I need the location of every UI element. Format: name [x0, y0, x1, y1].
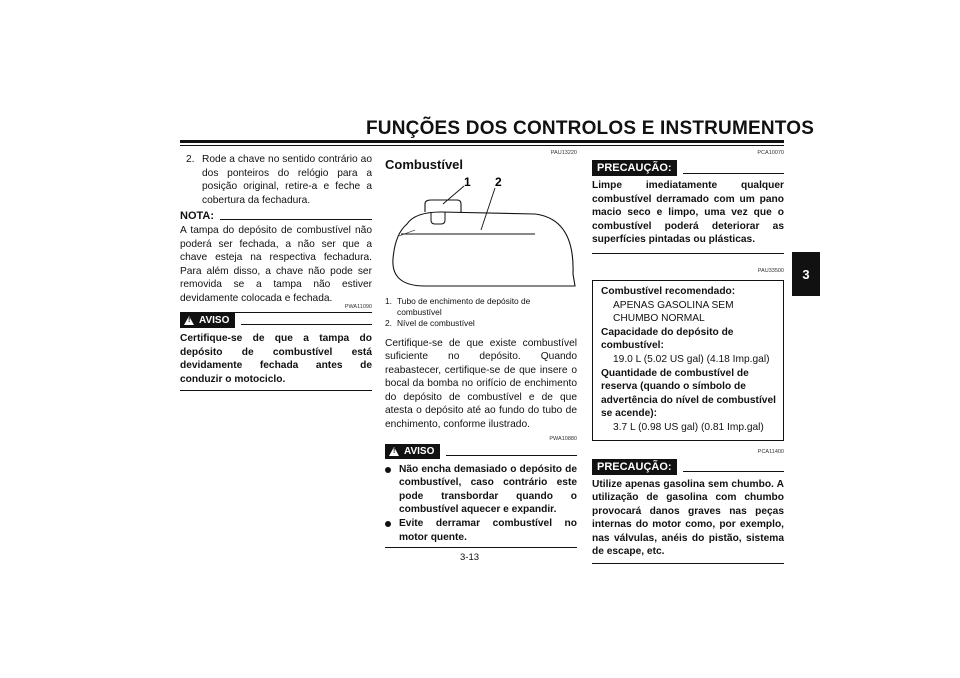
chapter-tab: 3 [792, 252, 820, 296]
caution-1-text: Limpe imediatamente qualquer combustível derramado com um pano macio seco e limpo, uma vez que o combustível poderá deteriorar as superfícies pintadas ou plásticas. [592, 180, 784, 246]
fuel-paragraph: Certifique-se de que existe combustível suficiente no depósito. Quando reabastecer, certifique-se de que insere o bocal da bomba no orifício de enchimento do depósito de combustível e de que atesta o depósito até ao fundo do tubo de enchimento, conforme ilustrado. [385, 337, 577, 431]
warning-1-code: PWA11090 [344, 304, 372, 310]
caution-1-badge: PRECAUÇÃO: [592, 160, 677, 176]
fuel-section-code: PAU13220 [550, 150, 577, 156]
caution-2-badge: PRECAUÇÃO: [592, 459, 677, 475]
caption-2: 2. Nível de combustível [385, 318, 475, 328]
callout-1: 1 [464, 175, 471, 189]
capacity-value: 19.0 L (5.02 US gal) (4.18 Imp.gal) [613, 353, 770, 365]
nota-section [180, 210, 372, 313]
nota-text: A tampa do depósito de combustível não poderá ser fechada, a não ser que a chave esteja na respectiva fechadura. Para além disso, a chave não pode ser removida se a tampa não estiver devidamente colocada e fechada. [180, 225, 372, 304]
caution-1-code: PCA10070 [757, 150, 784, 156]
capacity-label: Capacidade do depósito de combustível: [601, 326, 734, 352]
column-2 [385, 150, 577, 548]
step-text: Rode a chave no sentido contrário ao dos ponteiros do relógio para a posição original, retire-a e feche a cobertura da fechadura. [202, 154, 372, 206]
step-item [186, 153, 372, 207]
reserve-label: Quantidade de combustível de reserva (quando o símbolo de advertência do nível de combustível se acende): [601, 367, 776, 420]
warning-1 [180, 304, 372, 391]
title-rule [180, 140, 784, 143]
page-title: FUNÇÕES DOS CONTROLOS E INSTRUMENTOS [366, 118, 815, 139]
bullet-icon [385, 467, 391, 473]
column-3 [592, 150, 784, 564]
warning-triangle-icon: ! [184, 316, 194, 325]
recommended-label: Combustível recomendado: [601, 285, 736, 297]
fuel-spec-box [592, 280, 784, 441]
warning-triangle-icon: ! [389, 447, 399, 456]
nota-label: NOTA: [180, 210, 215, 222]
step-number: 2. [186, 154, 195, 165]
reserve-value: 3.7 L (0.98 US gal) (0.81 Imp.gal) [613, 421, 764, 433]
list-item: Evite derramar combustível no motor quente. [385, 517, 577, 544]
warning-1-badge: ! AVISO [180, 313, 235, 328]
nota-header [180, 210, 372, 222]
fuel-tank-figure [385, 174, 577, 294]
bullet-icon [385, 521, 391, 527]
recommended-value: APENAS GASOLINA SEM CHUMBO NORMAL [613, 299, 734, 325]
warning-1-text: Certifique-se de que a tampa do depósito de combustível está devidamente fechada antes de conduzir o motociclo. [180, 333, 372, 385]
title-rule-thin [180, 145, 784, 146]
callout-2: 2 [495, 175, 502, 189]
column-1 [186, 153, 372, 207]
list-item: Não encha demasiado o depósito de combustível, caso contrário este pode transbordar quando o combustível aquecer e expandir. [385, 463, 577, 517]
warning-2-badge: ! AVISO [385, 444, 440, 459]
figure-captions [385, 296, 577, 329]
fuel-heading: Combustível [385, 157, 464, 172]
caution-2-text: Utilize apenas gasolina sem chumbo. A utilização de gasolina com chumbo provocará danos graves nas peças internas do motor como, por exemplo, nas válvulas, anéis do pistão, sistema de escape, etc. [592, 478, 784, 558]
warning-2-list [385, 463, 577, 545]
caption-1: 1. Tubo de enchimento de depósito de combustível [385, 296, 531, 317]
caution-2-code: PCA11400 [757, 448, 784, 455]
warning-2-code: PWA10880 [549, 435, 577, 442]
page-number: 3-13 [460, 552, 480, 563]
fuel-box-code: PAU33500 [757, 267, 784, 274]
